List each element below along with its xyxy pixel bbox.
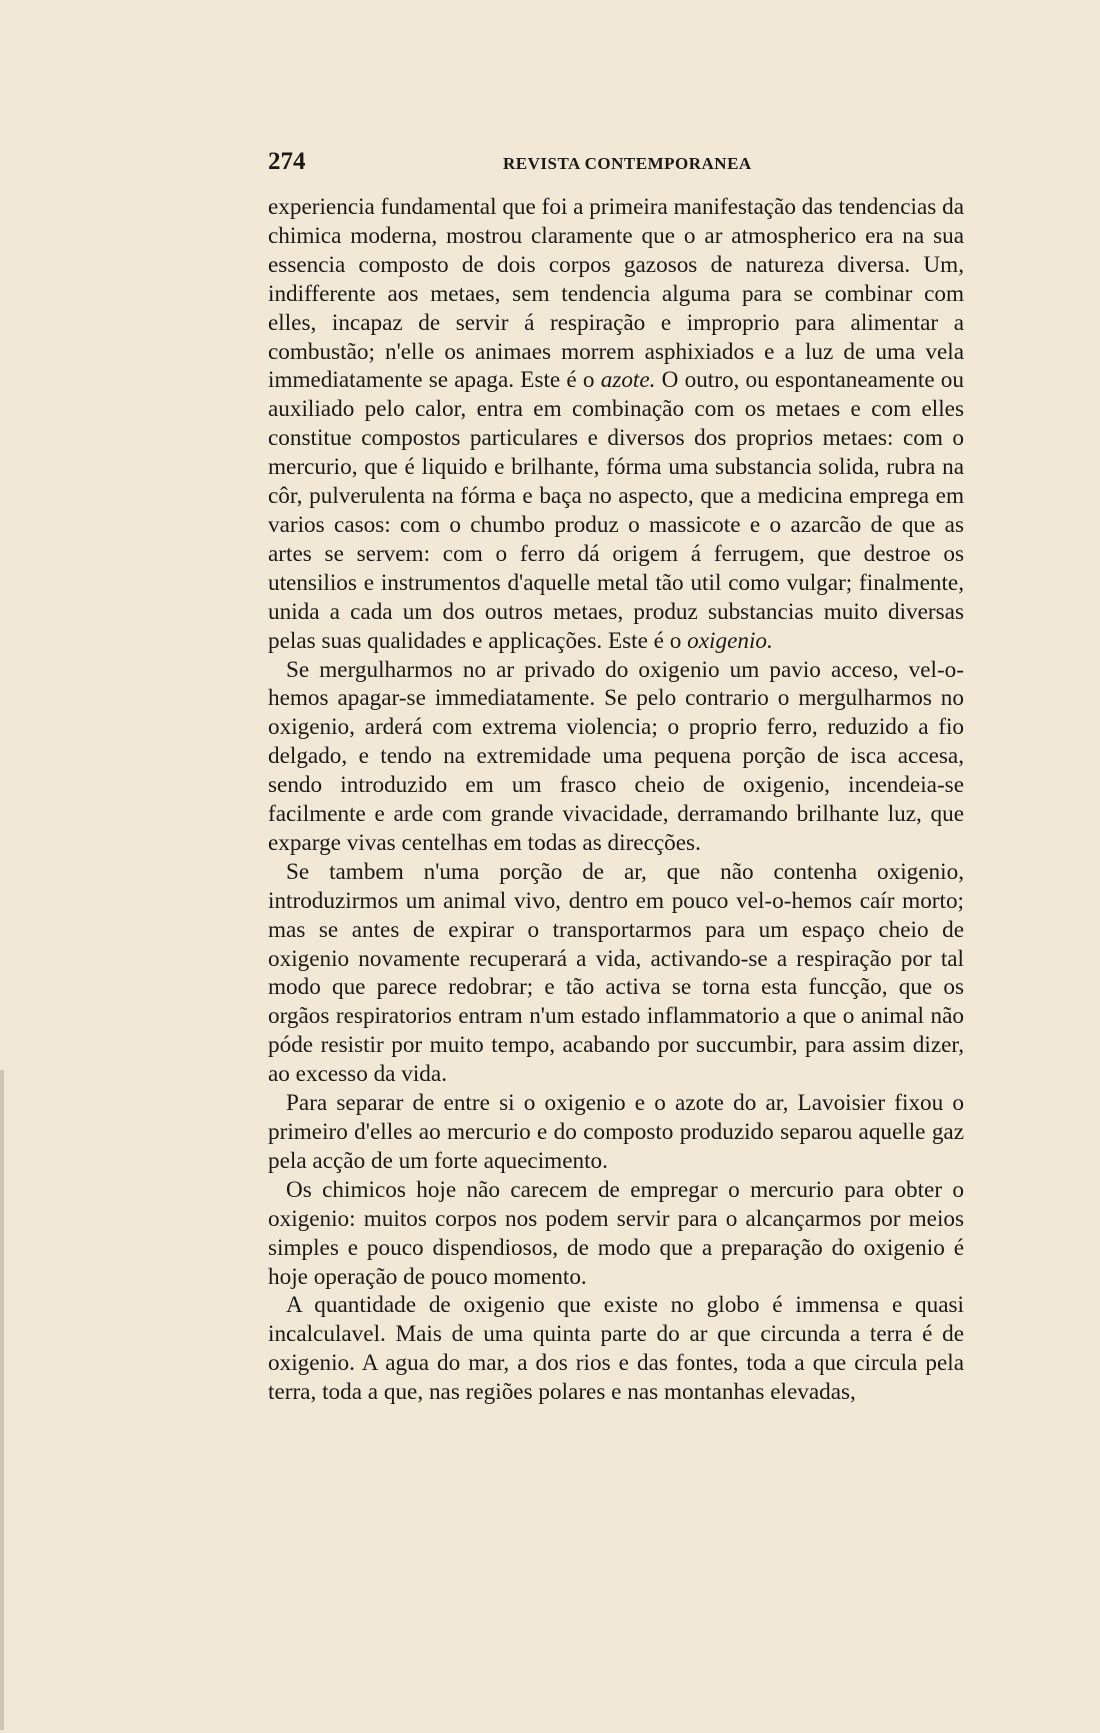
paragraph-6: A quantidade de oxigenio que existe no globo é immensa e quasi incalculavel. Mais de uma quinta parte do ar que circunda a terra é de oxigenio. A agua do mar, a dos rios e das fontes, toda a que circula pela terra, toda a que, nas regiões polares e nas montanhas elevadas, [268,1292,964,1406]
running-title: REVISTA CONTEMPORANEA [503,154,752,173]
paragraph-3: Se tambem n'uma porção de ar, que não contenha oxigenio, introduzirmos um animal vivo, dentro em pouco vel-o-hemos caír morto; mas se antes de expirar o transportarmos para um espaço cheio de oxigenio novamente recuperará a vida, activando-se a respiração por tal modo que parece redobrar; e tão activa se torna esta funcção, que os orgãos respiratorios entram n'um estado inflammatorio a que o animal não póde resistir por muito tempo, acabando por succumbir, para assim dizer, ao excesso da vida. [268,858,964,1088]
term-azote: azote. [600,367,656,394]
paragraph-5: Os chimicos hoje não carecem de empregar o mercurio para obter o oxigenio: muitos corpos nos podem servir para o alcançarmos por meios simples e pouco dispendiosos, de modo que a preparação do oxigenio é hoje operação de pouco momento. [268,1176,964,1290]
paragraph-1-part-2: O outro, ou espontaneamente ou auxiliado pelo calor, entra em combinação com os metaes e com elles constitue compostos particulares e diversos dos proprios metaes: com o mercurio, que é liquido e brilhante, fórma uma substancia solida, rubra na côr, pulverulenta na fórma e baça no aspecto, que a medicina emprega em varios casos: com o chumbo produz o massicote e o azarcão de que as artes se servem: com o ferro dá origem á ferrugem, que destroe os utensilios e instrumentos d'aquelle metal tão util como vulgar; finalmente, unida a cada um dos outros metaes, produz substancias muito diversas pelas suas qualidades e applicações. Este é o [268,367,964,654]
page-edge-shadow [0,1070,4,1730]
paragraph-1-part-1: experiencia fundamental que foi a primeira manifestação das tendencias da chimica moderna, mostrou claramente que o ar atmospherico era na sua essencia composto de dois corpos gazosos de natureza diversa. Um, indifferente aos metaes, sem tendencia alguma para se combinar com elles, incapaz de servir á respiração e improprio para alimentar a combustão; n'elle os animaes morrem asphixiados e a luz de uma vela immediatamente se apaga. Este é o [268,194,964,394]
body-text [268,193,964,1407]
paragraph-1 [268,193,964,656]
paragraph-2: Se mergulharmos no ar privado do oxigenio um pavio acceso, vel-o-hemos apagar-se immediatamente. Se pelo contrario o mergulharmos no oxigenio, arderá com extrema violencia; o proprio ferro, reduzido a fio delgado, e tendo na extremidade uma pequena porção de isca accesa, sendo introduzido em um frasco cheio de oxigenio, incendeia-se facilmente e arde com grande vivacidade, derramando brilhante luz, que exparge vivas centelhas em todas as direcções. [268,656,964,856]
term-oxigenio: oxigenio. [687,627,773,654]
page-header [268,148,968,188]
page-number: 274 [268,148,306,175]
paragraph-4: Para separar de entre si o oxigenio e o azote do ar, Lavoisier fixou o primeiro d'elles ao mercurio e do composto produzido separou aquelle gaz pela acção de um forte aquecimento. [268,1090,964,1174]
